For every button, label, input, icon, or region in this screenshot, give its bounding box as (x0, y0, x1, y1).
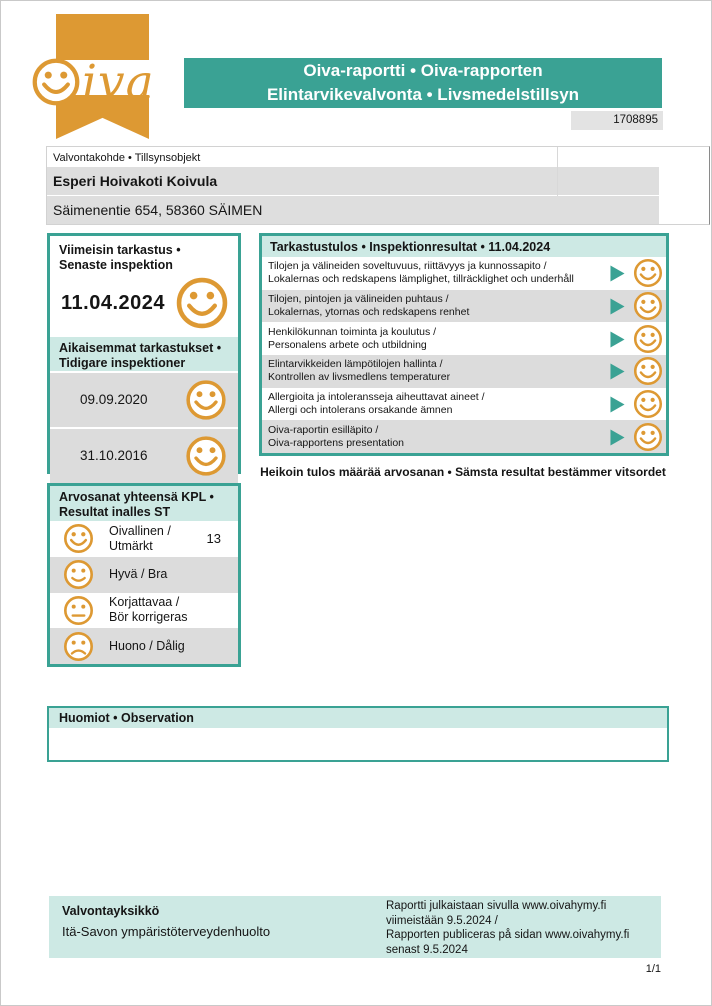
oiva-logo-text: iva (82, 54, 155, 110)
grade-smiley-icon (185, 435, 227, 477)
arrow-right-icon (610, 331, 625, 348)
result-row: Tilojen, pintojen ja välineiden puhtaus / Lokalernas, ytornas och redskapens renhet (262, 290, 666, 323)
worst-result-note: Heikoin tulos määrää arvosanan • Sämsta resultat bestämmer vitsordet (260, 465, 666, 479)
grade-smiley-icon (633, 422, 663, 452)
grade-smiley-icon (633, 291, 663, 321)
summary-label: Huono / Dålig (109, 638, 185, 653)
latest-inspection-title: Viimeisin tarkastus • Senaste inspektion (59, 243, 181, 272)
control-unit-name: Itä-Savon ympäristöterveydenhuolto (62, 924, 271, 939)
summary-label: Oivallinen / Utmärkt (109, 523, 171, 553)
summary-label: Korjattavaa / Bör korrigeras (109, 595, 188, 625)
grade-smiley-icon (63, 631, 94, 662)
grade-smiley-icon (175, 276, 229, 330)
result-row: Oiva-raportin esilläpito / Oiva-rapportens presentation (262, 420, 666, 453)
grade-smiley-icon (633, 389, 663, 419)
inspection-results-box (259, 233, 669, 456)
report-title-line1: Oiva-raportti • Oiva-rapporten (303, 61, 543, 80)
previous-inspection-row (50, 429, 238, 483)
previous-inspection-date: 09.09.2020 (80, 392, 148, 407)
report-title-line2: Elintarvikevalvonta • Livsmedelstillsyn (266, 85, 580, 104)
oiva-logo-smiley-o-icon (31, 57, 81, 107)
arrow-right-icon (610, 265, 625, 282)
publish-info: Raportti julkaistaan sivulla www.oivahymy.fi viimeistään 9.5.2024 / Rapporten publiceras på sidan www.oivahymy.fi senast 9.5.2024 (386, 900, 630, 956)
previous-inspection-row (50, 373, 238, 427)
result-row: Tilojen ja välineiden soveltuvuus, riittävyys ja kunnossapito / Lokalernas och redskapens lämplighet, tillräcklighet och underhåll (262, 257, 666, 290)
previous-inspections-title: Aikaisemmat tarkastukset • Tidigare inspektioner (50, 337, 238, 371)
latest-inspection-date: 11.04.2024 (61, 292, 165, 314)
arrow-right-icon (610, 298, 625, 315)
report-number-badge: 1708895 (571, 111, 663, 130)
control-unit-label: Valvontayksikkö (62, 904, 160, 918)
summary-row-huono (50, 628, 238, 664)
oiva-logo (31, 51, 211, 113)
summary-row-hyva (50, 557, 238, 593)
summary-row-oivallinen (50, 521, 238, 557)
grade-smiley-icon (633, 324, 663, 354)
summary-row-korjattavaa (50, 593, 238, 629)
site-table-divider (557, 147, 558, 196)
site-address: Säimenentie 654, 58360 SÄIMEN (47, 196, 659, 224)
grade-smiley-icon (63, 595, 94, 626)
latest-inspection-result (50, 274, 238, 337)
grade-summary-title: Arvosanat yhteensä KPL • Resultat inalles ST (50, 486, 238, 521)
site-label: Valvontakohde • Tillsynsobjekt (53, 152, 201, 164)
page-indicator: 1/1 (645, 963, 661, 975)
grade-summary-box (47, 483, 241, 667)
grade-smiley-icon (63, 523, 94, 554)
report-title-bar (184, 58, 662, 108)
site-name: Esperi Hoivakoti Koivula (47, 167, 659, 195)
footer-block (49, 896, 661, 958)
result-row: Allergioita ja intoleransseja aiheuttavat aineet / Allergi och intolerans orsakande ämnen (262, 388, 666, 421)
observations-content (49, 728, 667, 760)
arrow-right-icon (610, 396, 625, 413)
result-row: Elintarvikkeiden lämpötilojen hallinta / Kontrollen av livsmedlens temperaturer (262, 355, 666, 388)
site-info-table (46, 146, 710, 225)
grade-smiley-icon (63, 559, 94, 590)
latest-inspection-box (47, 233, 241, 474)
observations-box (47, 706, 669, 762)
previous-inspection-date: 31.10.2016 (80, 448, 148, 463)
observations-title: Huomiot • Observation (49, 708, 667, 728)
arrow-right-icon (610, 429, 625, 446)
inspection-results-title: Tarkastustulos • Inspektionresultat • 11.04.2024 (262, 236, 666, 257)
grade-smiley-icon (185, 379, 227, 421)
grade-smiley-icon (633, 356, 663, 386)
summary-label: Hyvä / Bra (109, 567, 168, 582)
summary-count: 13 (206, 531, 221, 547)
result-row: Henkilökunnan toiminta ja koulutus / Personalens arbete och utbildning (262, 322, 666, 355)
grade-smiley-icon (633, 258, 663, 288)
arrow-right-icon (610, 363, 625, 380)
